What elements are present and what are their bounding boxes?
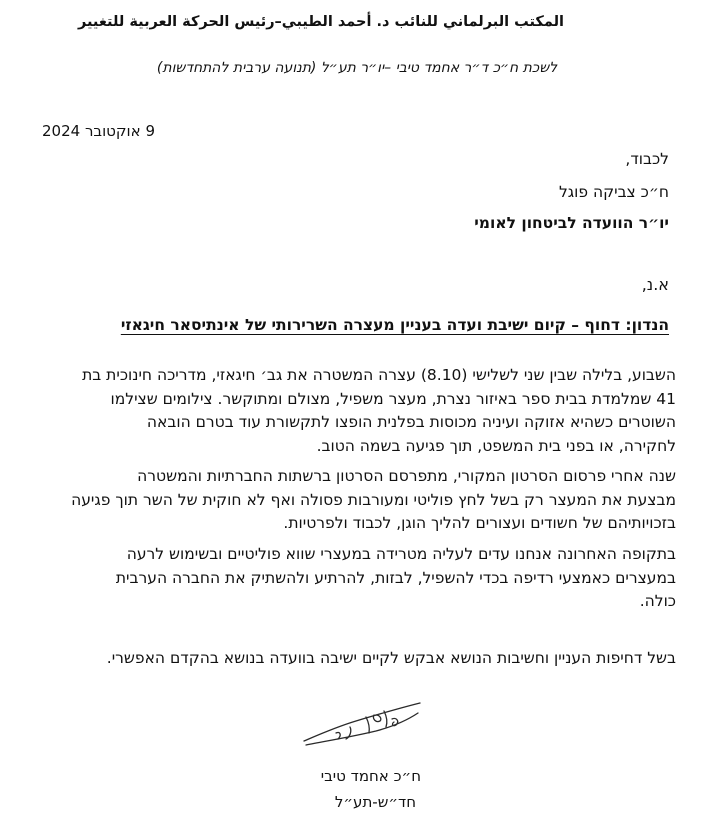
body-line: בזכויותיהם של חשודים ועצורים להליך הוגן, לכבוד ולפרטיות. xyxy=(283,514,676,532)
body-line: השוטרים כשהיא אזוקה ועיניה מכוסות בפלנית הופצו לתקשורת עוד בטרם הובאה xyxy=(146,413,676,431)
handwritten-signature xyxy=(296,697,426,757)
body-paragraph-2 xyxy=(38,465,676,536)
body-line: מבצעת את המעצר רק בשל לחץ פוליטי ומעורבות פסולה ואף לא חוקית של השר תוך פגיעה xyxy=(71,490,676,509)
body-line: שנה אחרי פרסום הסרטון המקורי, מתפרסם הסרטון ברשתות החברתיות והמשטרה xyxy=(137,467,676,485)
body-paragraph-4 xyxy=(38,647,676,671)
body-line: בשל דחיפות העניין וחשיבות הנושא אבקש לקיים ישיבה בוועדה בנושא בהקדם האפשרי. xyxy=(106,649,676,667)
subject-line: הנדון: דחוף – קיום ישיבת ועדה בעניין מעצרה השרירותי של אינתיסאר חיגאזי xyxy=(120,316,669,334)
body-line: במעצרים כאמצעי רדיפה בכדי להשפיל, לבזות, להרתיע ולהשתיק את החברה הערבית xyxy=(115,568,676,587)
body-line: השבוע, בלילה שבין שני לשלישי (8.10) עצרה המשטרה את גב׳ חיגאזי, מדריכה חינוכית בת xyxy=(82,366,676,384)
body-line: כולה. xyxy=(639,592,676,610)
body-line: 41 שמלמדת בבית ספר באיזור נצרת, מעצר משפיל, מצולם ומתוקשר. צילומים שצילמו xyxy=(110,389,676,408)
letter-date: 9 אוקטובר 2024 xyxy=(42,122,155,140)
body-paragraph-1 xyxy=(38,364,676,458)
body-line: בתקופה האחרונה אנחנו עדים לעליה מטרידה במעצרי שווא פוליטיים ובשימוש לרעה xyxy=(126,545,676,563)
letterhead-hebrew: לשכת ח״כ ד״ר אחמד טיבי –יו״ר תע״ל (תנועה ערבית להתחדשות) xyxy=(156,60,558,76)
letterhead-arabic: المكتب البرلماني للنائب د. أحمد الطيبي–رئيس الحركة العربية للتغيير xyxy=(77,14,564,30)
signature-name: ח״כ אחמד טיבי xyxy=(320,767,421,785)
signature-party: חד״ש-תע״ל xyxy=(334,793,416,811)
recipient-salutation: לכבוד, xyxy=(625,150,669,168)
recipient-name: ח״כ צביקה פוגל xyxy=(558,183,669,201)
body-paragraph-3 xyxy=(38,543,676,614)
body-line: לחקירה, או בפני בית המשפט, תוך פגיעה בשמה הטוב. xyxy=(316,436,676,455)
greeting: א.נ, xyxy=(641,275,669,294)
recipient-title: יו״ר הוועדה לביטחון לאומי xyxy=(474,214,669,232)
